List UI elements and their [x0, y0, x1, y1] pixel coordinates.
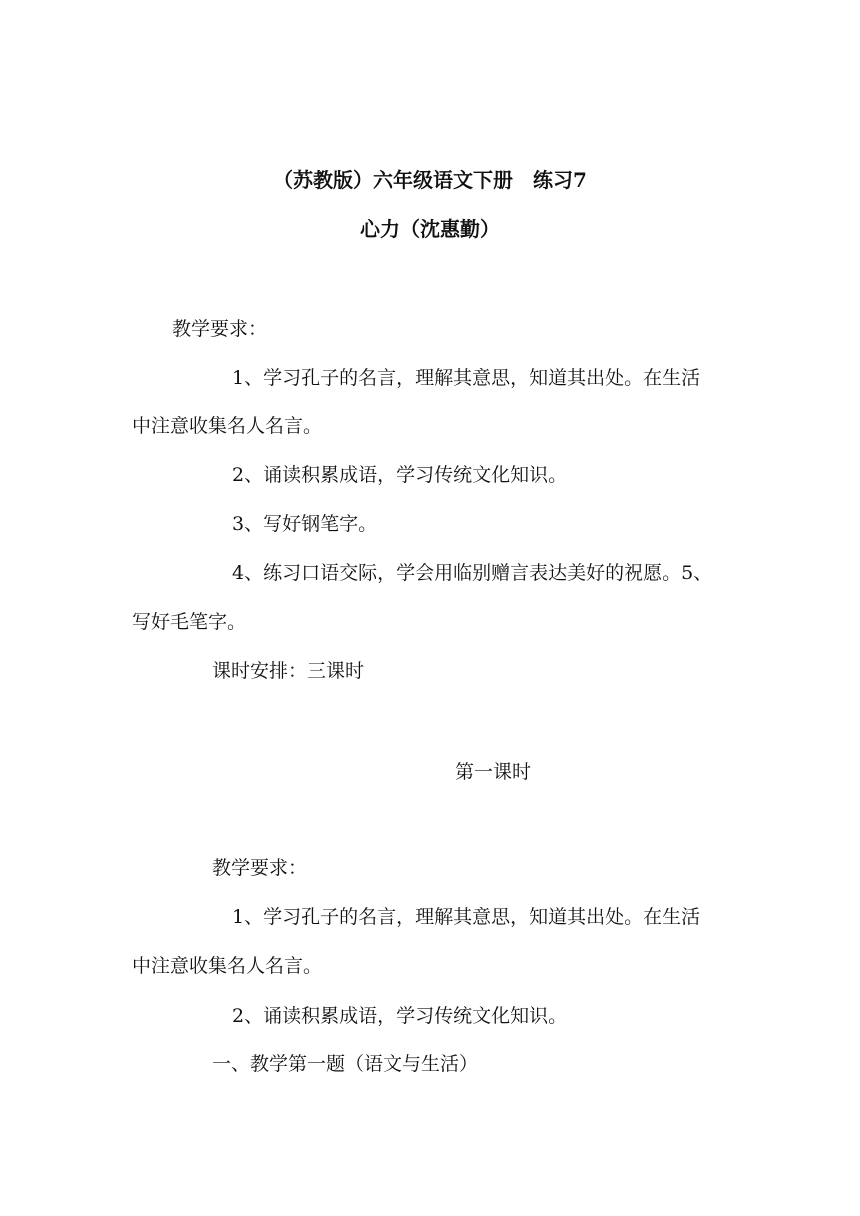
requirement-item-4-line2: 写好毛笔字。	[132, 611, 247, 633]
section-heading-requirements: 教学要求：	[172, 318, 268, 340]
teaching-step-1: 一、教学第一题（语文与生活）	[212, 1053, 479, 1075]
lesson-item-1-line2: 中注意收集名人名言。	[132, 955, 323, 977]
requirement-item-4-line1: 4、练习口语交际，学会用临别赠言表达美好的祝愿。5、	[232, 562, 713, 584]
document-author: 心力（沈惠勤）	[360, 217, 500, 241]
lesson-requirements-heading: 教学要求：	[212, 857, 308, 879]
lesson-item-1-line1: 1、学习孔子的名言，理解其意思，知道其出处。在生活	[232, 906, 701, 928]
class-schedule: 课时安排：三课时	[212, 660, 365, 682]
requirement-item-1-line1: 1、学习孔子的名言，理解其意思，知道其出处。在生活	[232, 367, 701, 389]
lesson-item-2: 2、诵读积累成语，学习传统文化知识。	[232, 1005, 568, 1027]
requirement-item-2: 2、诵读积累成语，学习传统文化知识。	[232, 464, 568, 486]
document-title: （苏教版）六年级语文下册 练习7	[273, 168, 587, 192]
requirement-item-1-line2: 中注意收集名人名言。	[132, 415, 323, 437]
lesson-heading: 第一课时	[454, 761, 531, 783]
requirement-item-3: 3、写好钢笔字。	[232, 513, 378, 535]
